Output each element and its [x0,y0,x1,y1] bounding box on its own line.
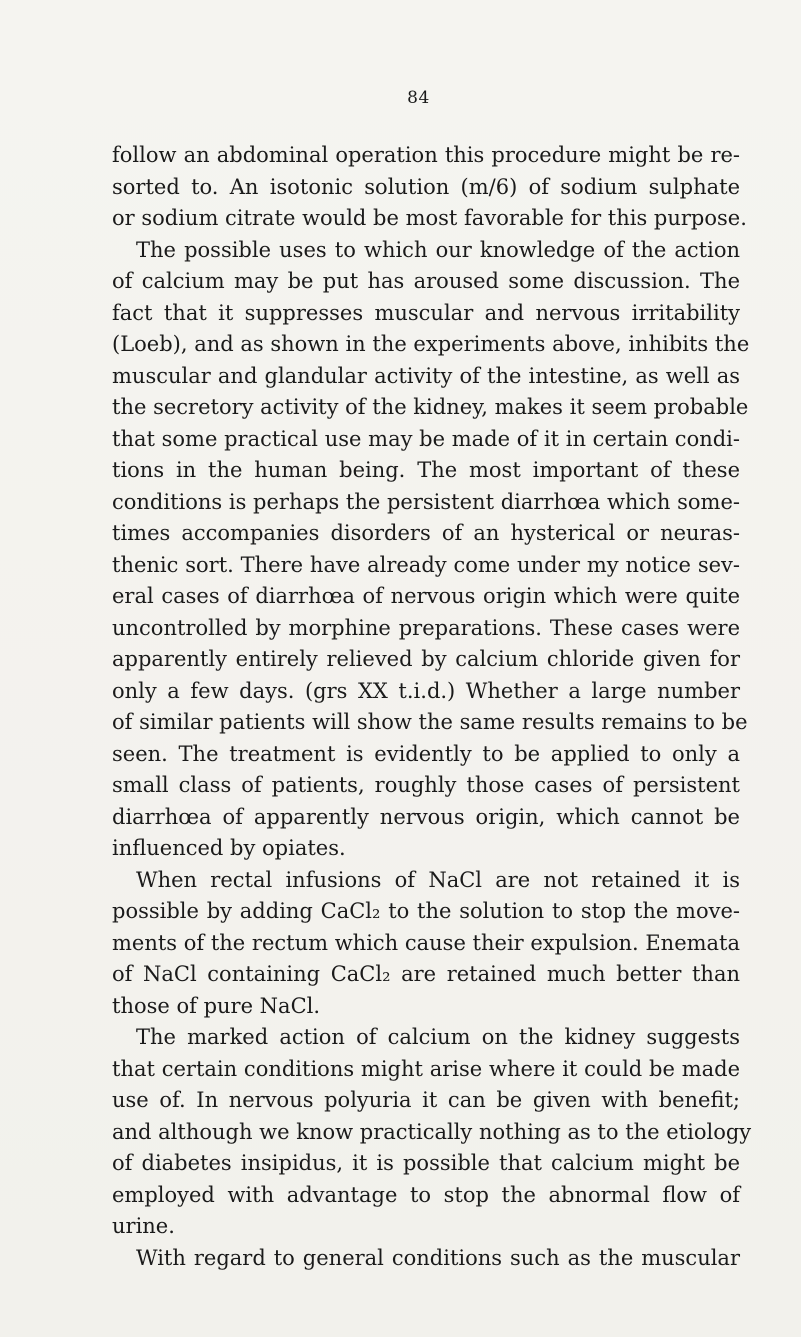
text-line: only a few days. (grs XX t.i.d.) Whether a large number [112,678,740,703]
text-line: (Loeb), and as shown in the experiments above, inhibits the [112,332,750,356]
text-line: influenced by opiates. [112,836,346,860]
text-line: uncontrolled by morphine preparations. These cases were [112,615,740,640]
text-line: muscular and glandular activity of the intestine, as well as [112,363,740,388]
text-line: possible by adding CaCl₂ to the solution to stop the move- [112,899,740,923]
text-line: use of. In nervous polyuria it can be given with benefit; [112,1088,740,1112]
text-line: follow an abdominal operation this procedure might be re- [112,143,740,167]
text-line: apparently entirely relieved by calcium chloride given for [112,647,740,671]
text-line: eral cases of diarrhœa of nervous origin which were quite [112,584,740,608]
text-line: employed with advantage to stop the abnormal flow of [112,1182,740,1207]
text-line: of similar patients will show the same results remains to be [112,710,748,734]
text-line: seen. The treatment is evidently to be applied to only a [112,741,740,766]
text-line: The possible uses to which our knowledge of the action [136,237,740,262]
text-line: urine. [112,1214,175,1238]
text-line: of NaCl containing CaCl₂ are retained much better than [112,962,740,986]
text-line: thenic sort. There have already come under my notice sev- [112,552,740,577]
text-line: that some practical use may be made of it in certain condi- [112,426,740,451]
text-line: that certain conditions might arise where it could be made [112,1056,740,1081]
text-line: times accompanies disorders of an hysterical or neuras- [112,521,740,545]
text-line: fact that it suppresses muscular and nervous irritability [112,300,740,325]
text-line: and although we know practically nothing as to the etiology [112,1119,752,1144]
text-line: small class of patients, roughly those cases of persistent [112,773,740,797]
page-number: 84 [407,88,430,108]
text-line: diarrhœa of apparently nervous origin, which cannot be [112,804,740,829]
text-line: When rectal infusions of NaCl are not retained it is [136,867,740,892]
text-line: conditions is perhaps the persistent diarrhœa which some- [112,489,740,514]
text-line: the secretory activity of the kidney, makes it seem probable [112,395,749,419]
text-line: of calcium may be put has aroused some discussion. The [112,269,740,293]
text-line: sorted to. An isotonic solution (m/6) of sodium sulphate [112,174,740,199]
text-line: those of pure NaCl. [112,993,321,1018]
text-line: With regard to general conditions such as the muscular [136,1245,740,1270]
text-line: ments of the rectum which cause their expulsion. Enemata [112,930,741,955]
text-line: The marked action of calcium on the kidney suggests [136,1025,740,1049]
text-line: or sodium citrate would be most favorable for this purpose. [112,206,747,230]
text-line: tions in the human being. The most important of these [112,458,740,482]
text-line: of diabetes insipidus, it is possible that calcium might be [112,1151,740,1175]
body-text [112,140,752,1274]
